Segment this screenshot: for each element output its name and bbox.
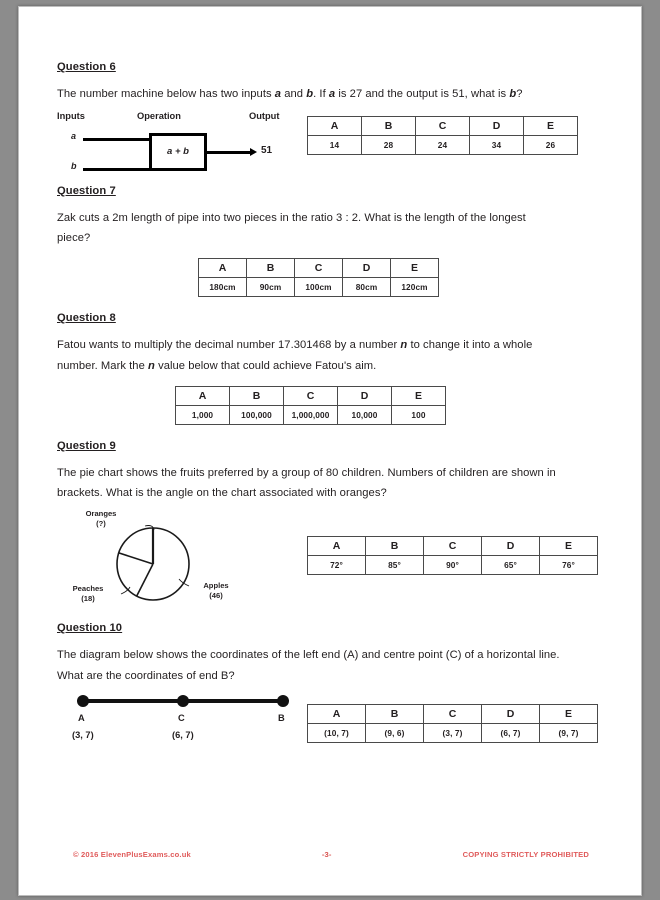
question-10-text: The diagram below shows the coordinates of the left end (A) and centre point (C) of a horizontal line. What are the coordinates of end B? [57,649,560,682]
option-header-a: A [176,386,230,405]
option-header-c: C [424,705,482,724]
option-value-d[interactable]: 80cm [343,278,391,297]
option-header-a: A [308,116,362,135]
pie-label-oranges-name: Oranges [85,509,117,519]
pie-label-apples-name: Apples [203,581,229,591]
option-header-d: D [482,705,540,724]
operation-label: Operation [137,110,181,121]
option-header-b: B [247,259,295,278]
pie-label-oranges [73,509,129,530]
question-7-options [57,258,605,297]
option-value-e[interactable]: (9, 7) [540,724,598,743]
table-row-headers [308,116,578,135]
question-10-heading: Question 10 [57,622,123,635]
options-table [307,704,598,743]
options-table [307,116,578,155]
input-b-label: b [71,160,77,171]
table-row-values [308,556,598,575]
option-header-d: D [482,537,540,556]
point-b-label: B [278,713,285,724]
point-b-dot [277,695,289,707]
option-value-b[interactable]: 28 [362,135,416,154]
question-9-options [307,536,598,575]
point-a-dot [77,695,89,707]
point-a-coordinate: (3, 7) [72,730,94,741]
option-value-b[interactable]: 90cm [247,278,295,297]
question-7-text: Zak cuts a 2m length of pipe into two pieces in the ratio 3 : 2. What is the length of the longest piece? [57,211,526,245]
point-c-dot [177,695,189,707]
number-machine-row [57,111,605,179]
question-10-options [307,704,598,743]
pie-chart [65,508,315,616]
question-10 [57,622,605,757]
options-table [307,536,598,575]
pie-label-apples [193,581,239,602]
option-value-a[interactable]: 14 [308,135,362,154]
question-9-heading: Question 9 [57,439,116,452]
exam-page [18,6,642,896]
page-number: -3- [321,850,332,859]
option-value-b[interactable]: 85° [366,556,424,575]
operation-box: a + b [149,133,207,171]
page-footer [73,850,589,859]
options-table [175,386,446,425]
table-row-headers [176,386,446,405]
option-value-d[interactable]: 10,000 [338,405,392,424]
pie-label-peaches [61,584,115,605]
question-7 [57,185,605,297]
question-9-text: The pie chart shows the fruits preferred by a group of 80 children. Numbers of children are shown in brackets. What is the angle on the chart associated with oranges? [57,466,556,500]
pie-label-peaches-count: (18) [81,594,95,604]
table-row-values [308,135,578,154]
line-diagram [67,691,317,757]
footer-notice: COPYING STRICTLY PROHIBITED [462,850,589,859]
option-header-c: C [284,386,338,405]
option-header-d: D [343,259,391,278]
option-header-a: A [308,705,366,724]
option-value-c[interactable]: 24 [416,135,470,154]
input-a-wire [83,138,151,141]
question-6-heading: Question 6 [57,61,116,73]
point-a-label: A [78,713,85,724]
option-value-a[interactable]: 180cm [199,278,247,297]
option-header-a: A [308,537,366,556]
inputs-label: Inputs [57,110,85,121]
option-value-e[interactable]: 76° [540,556,598,575]
option-value-a[interactable]: (10, 7) [308,724,366,743]
pie-label-apples-count: (46) [209,591,223,601]
table-row-headers [308,705,598,724]
pie-label-oranges-count: (?) [96,519,106,529]
option-value-a[interactable]: 72° [308,556,366,575]
question-6-text: The number machine below has two inputs a and b. If a is 27 and the output is 51, what is b? [57,88,523,100]
question-8-options [57,386,605,425]
option-header-d: D [338,386,392,405]
option-header-c: C [295,259,343,278]
option-value-e[interactable]: 120cm [391,278,439,297]
question-6 [57,61,605,179]
input-a-label: a [71,130,77,141]
option-value-e[interactable]: 26 [524,135,578,154]
option-header-e: E [392,386,446,405]
option-value-d[interactable]: (6, 7) [482,724,540,743]
footer-copyright: © 2016 ElevenPlusExams.co.uk [73,850,191,859]
option-header-e: E [540,537,598,556]
output-value: 51 [261,144,273,156]
line-diagram-row [57,691,605,757]
spacer [57,431,605,440]
question-9 [57,440,605,616]
option-value-b[interactable]: (9, 6) [366,724,424,743]
pie-chart-row [57,508,605,616]
option-header-b: B [362,116,416,135]
question-7-heading: Question 7 [57,184,116,197]
option-value-c[interactable]: 100cm [295,278,343,297]
option-value-d[interactable]: 65° [482,556,540,575]
option-value-b[interactable]: 100,000 [230,405,284,424]
input-b-wire [83,168,151,171]
table-row-values [308,724,598,743]
pie-label-peaches-name: Peaches [72,584,104,594]
question-8-heading: Question 8 [57,312,116,325]
option-header-b: B [366,537,424,556]
option-value-c[interactable]: 90° [424,556,482,575]
question-8-text: Fatou wants to multiply the decimal number 17.301468 by a number n to change it into a whole number. Mark the n value below that could achieve Fatou's aim. [57,339,533,372]
option-header-c: C [424,537,482,556]
spacer [57,303,605,312]
option-header-e: E [391,259,439,278]
point-c-coordinate: (6, 7) [172,730,194,741]
option-value-e[interactable]: 100 [392,405,446,424]
option-value-a[interactable]: 1,000 [176,405,230,424]
output-wire [207,151,251,154]
option-header-b: B [366,705,424,724]
option-header-c: C [416,116,470,135]
question-6-options [307,116,578,155]
table-row-headers [199,259,439,278]
option-header-a: A [199,259,247,278]
point-c-label: C [178,713,185,724]
question-8 [57,312,605,424]
option-header-e: E [540,705,598,724]
number-machine-diagram [57,111,307,179]
table-row-headers [308,537,598,556]
option-value-d[interactable]: 34 [470,135,524,154]
option-value-c[interactable]: 1,000,000 [284,405,338,424]
table-row-values [176,405,446,424]
option-value-c[interactable]: (3, 7) [424,724,482,743]
arrow-right-icon [250,148,257,156]
page-sheet [35,17,627,887]
option-header-e: E [524,116,578,135]
option-header-d: D [470,116,524,135]
options-table [198,258,439,297]
option-header-b: B [230,386,284,405]
table-row-values [199,278,439,297]
output-label: Output [249,110,280,121]
